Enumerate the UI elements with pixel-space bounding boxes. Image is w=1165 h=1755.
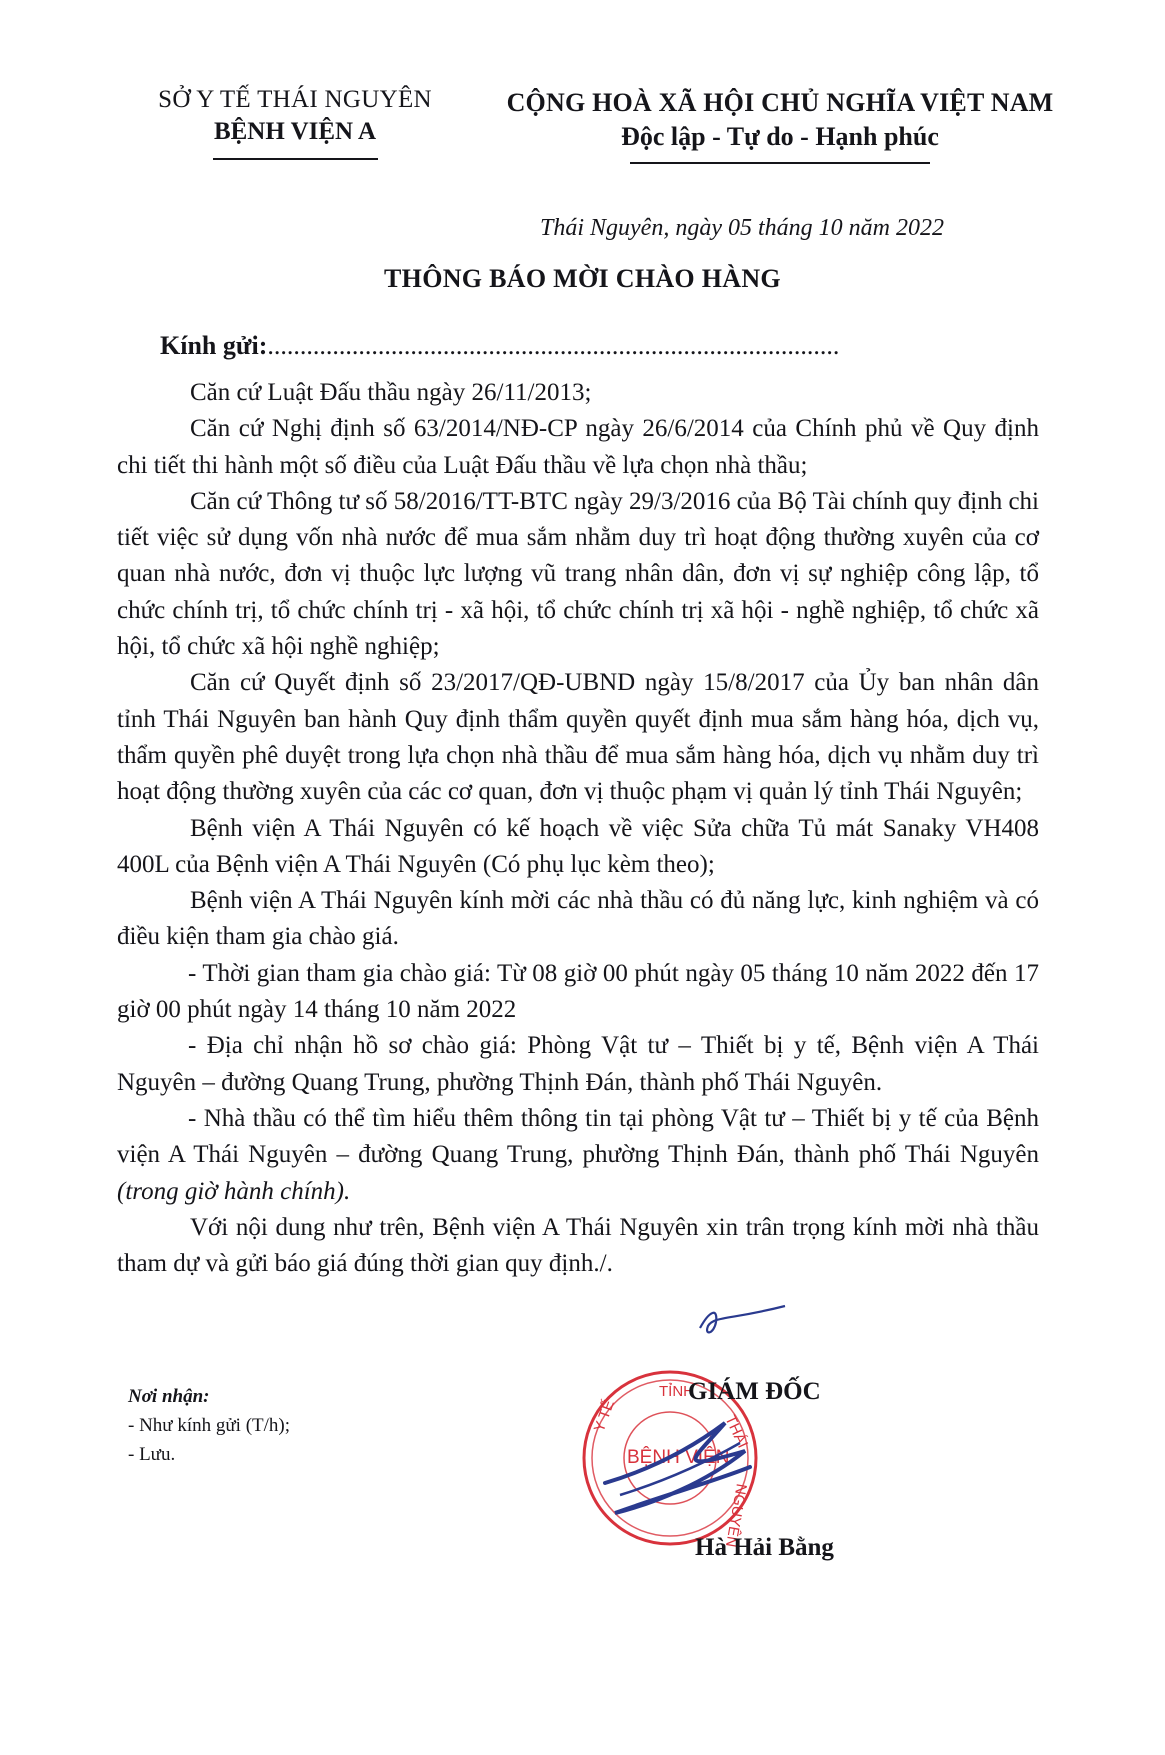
paragraph-text: - Nhà thầu có thể tìm hiểu thêm thông tin tại phòng Vật tư – Thiết bị y tế của Bệnh viện A Thái Nguyên – đường Quang Trung, phường Thịnh Đán, thành phố Thái Nguyên [117, 1104, 1039, 1169]
signer-title: GIÁM ĐỐC [688, 1378, 821, 1405]
paragraph: - Địa chỉ nhận hồ sơ chào giá: Phòng Vật tư – Thiết bị y tế, Bệnh viện A Thái Nguyên – đường Quang Trung, phường Thịnh Đán, thành phố Thái Nguyên. [117, 1032, 1039, 1096]
paragraph: Căn cứ Quyết định số 23/2017/QĐ-UBND ngày 15/8/2017 của Ủy ban nhân dân tỉnh Thái Nguyên ban hành Quy định thẩm quyền quyết định mua sắm hàng hóa, dịch vụ, thẩm quyền phê duyệt trong lựa chọn nhà thầu để mua sắm hàng hóa, dịch vụ nhằm duy trì hoạt động thường xuyên của các cơ quan, đơn vị thuộc phạm vị quản lý tỉnh Thái Nguyên; [117, 669, 1039, 806]
svg-text:NGUYÊN: NGUYÊN [721, 1482, 750, 1549]
initials-scrawl [690, 1300, 790, 1340]
paragraph: Bệnh viện A Thái Nguyên kính mời các nhà thầu có đủ năng lực, kinh nghiệm và có điều kiện tham gia chào giá. [117, 887, 1039, 951]
motto-underline [630, 162, 930, 164]
greeting-label: Kính gửi: [160, 331, 268, 360]
hospital-name: BỆNH VIỆN A [213, 118, 377, 145]
recipient-item: - Như kính gửi (T/h); [128, 1415, 291, 1436]
svg-text:BỆNH VIỆN: BỆNH VIỆN [627, 1447, 730, 1468]
agency-header [130, 84, 460, 160]
header-underline [213, 158, 378, 160]
parent-agency: SỞ Y TẾ THÁI NGUYÊN [158, 86, 432, 113]
paragraph: Căn cứ Thông tư số 58/2016/TT-BTC ngày 29/3/2016 của Bộ Tài chính quy định chi tiết việc sử dụng vốn nhà nước để mua sắm nhằm duy trì hoạt động thường xuyên của cơ quan nhà nước, đơn vị thuộc lực lượng vũ trang nhân dân, đơn vị sự nghiệp công lập, tổ chức chính trị, tổ chức chính trị - xã hội, tổ chức chính trị xã hội - nghề nghiệp, tổ chức xã hội, tổ chức xã hội nghề nghiệp; [117, 487, 1039, 661]
greeting [160, 331, 839, 361]
paragraph: Căn cứ Nghị định số 63/2014/NĐ-CP ngày 26/6/2014 của Chính phủ về Quy định chi tiết thi hành một số điều của Luật Đấu thầu về lựa chọn nhà thầu; [117, 415, 1039, 479]
greeting-dots: ........................................................................................ [267, 331, 840, 360]
document-title: THÔNG BÁO MỜI CHÀO HÀNG [384, 264, 781, 293]
recipients-block [128, 1382, 290, 1469]
signer-name: Hà Hải Bằng [695, 1534, 834, 1561]
national-title: CỘNG HOÀ XÃ HỘI CHỦ NGHĨA VIỆT NAM [506, 88, 1054, 117]
paragraph-with-italic [117, 1101, 1039, 1210]
svg-text:THÁI: THÁI [721, 1412, 752, 1451]
paragraph: Căn cứ Luật Đấu thầu ngày 26/11/2013; [190, 379, 592, 406]
svg-text:TỈNH: TỈNH [659, 1383, 694, 1400]
recipients-heading: Nơi nhận: [128, 1386, 210, 1407]
paragraph: - Thời gian tham gia chào giá: Từ 08 giờ 00 phút ngày 05 tháng 10 năm 2022 đến 17 giờ 00 phút ngày 14 tháng 10 năm 2022 [117, 959, 1039, 1024]
national-header [470, 86, 1090, 164]
italic-note: (trong giờ hành chính). [117, 1177, 351, 1205]
closing-paragraph: Với nội dung như trên, Bệnh viện A Thái Nguyên xin trân trọng kính mời nhà thầu tham dự và gửi báo giá đúng thời gian quy định./. [117, 1213, 1039, 1278]
svg-text:Y TẾ: Y TẾ [590, 1397, 618, 1435]
recipient-item: - Lưu. [128, 1444, 176, 1465]
national-motto: Độc lập - Tự do - Hạnh phúc [621, 122, 939, 151]
document-body [117, 375, 1039, 1282]
document-date: Thái Nguyên, ngày 05 tháng 10 năm 2022 [540, 215, 944, 241]
paragraph: Bệnh viện A Thái Nguyên có kế hoạch về việc Sửa chữa Tủ mát Sanaky VH408 400L của Bệnh viện A Thái Nguyên (Có phụ lục kèm theo); [117, 814, 1039, 878]
